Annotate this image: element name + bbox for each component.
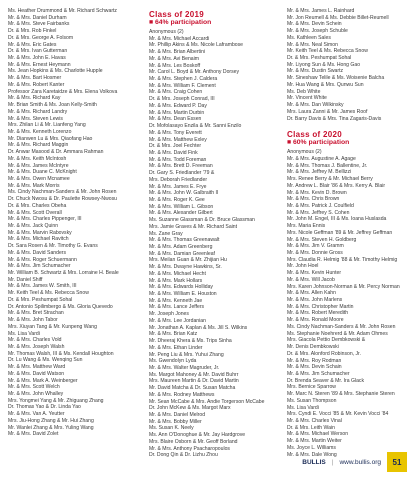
donor-name: Mr. & Mrs. Owen Mcnamee <box>8 175 70 182</box>
donor-name: Mr. & Mrs. Adam Greenberg <box>149 244 213 250</box>
donor-name: Mrs. Renee Berry & Mr. Michael Berry <box>287 176 373 183</box>
donor-name: Mr. & Mrs. Ernest Heymann <box>8 61 71 68</box>
donor-name: Dr. & Mrs. George A. Folsom <box>8 34 74 41</box>
donor-name: Mr. & Mrs. Allen Kahn <box>287 290 336 297</box>
donor-name: Mr. & Mrs. Bobby Miller <box>149 418 202 425</box>
donor-name: Dr. & Mrs. Peshumpat Sohal <box>8 296 73 303</box>
donor-name: Mr. & Mrs. James L. Rainhard <box>287 8 355 14</box>
donor-name: Dr. & Mrs. Joel Fechter <box>149 143 202 150</box>
donor-name: Mr. & Mrs. Lance Jeffers <box>149 304 205 311</box>
donor-name: Mr. & Mrs. Devin Schain <box>287 364 342 371</box>
donor-name: Mr. & Mrs. Eric Gates <box>8 41 57 48</box>
donor-name: Mr. & Mrs. John E. Havas <box>8 55 66 62</box>
donor-name: Mr. & Mrs. Les Boskoff <box>149 62 201 69</box>
website-link[interactable]: www.bullis.org <box>339 458 381 466</box>
donor-name: Mr. & Mrs. Stephen J. Caldera <box>149 76 218 83</box>
separator: | <box>331 458 334 466</box>
donor-name: Anonymous (2) <box>149 29 184 35</box>
donor-name: Mr. & Mrs. Bart Hosmer <box>8 75 62 82</box>
donor-name: Mr. & Mrs. Steven H. Goldberg <box>287 236 357 243</box>
donor-name: Ms. Joyce L. Williams <box>287 444 336 451</box>
donor-name: Mr. David Matcha & Dr. Susan Matcha <box>149 385 236 392</box>
donor-name: Mr. William B. Schwartz & Mrs. Lorraine H. Beale <box>8 270 119 277</box>
donor-name: Ms. Jean Hopkins & Ms. Charlotte Hupple <box>8 68 103 75</box>
donor-name: Mr. & Mrs. Dale Wong <box>287 451 337 458</box>
donor-name: Mr. Peng Liu & Mrs. Yuhui Zhang <box>149 351 224 358</box>
donor-name: Mr. Andrew L. Blair '86 & Mrs. Kerry A. Blair <box>287 182 386 189</box>
donor-name: Mr. Jonathan A. Kaplan & Ms. Jill S. Wilkins <box>149 324 248 331</box>
donor-name: Mr. & Mrs. Christopher Martin <box>287 303 354 310</box>
donor-name: Mr. Thomas Walsh, III & Ms. Kendall Houghton <box>8 350 114 357</box>
donor-name: Mr. & Mrs. Jack Quinn <box>8 223 59 229</box>
donor-name: Mr. Keith Teel & Ms. Rebecca Snow <box>287 48 368 55</box>
donor-name: Dr. & Mrs. Rob Finkel <box>8 28 57 35</box>
donor-name: Ms. Zane Gray <box>149 230 183 237</box>
donor-name: Mr. Marc N. Steren '89 & Mrs. Stephanie Steren <box>287 391 395 398</box>
donor-name: Mr. & Mrs. Van A. Yeutter <box>8 411 65 418</box>
donor-name: Mr. & Mrs. Kenneth Jae <box>149 297 203 304</box>
donor-name: Mr. & Mrs. David Sanders <box>8 249 67 256</box>
donor-name: Ms. Heather Drummond & Mr. Richard Schwartz <box>8 8 117 14</box>
donor-name: Mr. & Mrs. Craig Cohen <box>149 89 203 96</box>
donor-name: Mr. & Mrs. Daniel Melrod <box>149 411 206 418</box>
donor-name: Mr. & Mrs. Keith McIntosh <box>8 155 67 162</box>
donor-name: Mr. Daniel Shiff <box>8 276 43 283</box>
section-title: Class of 2020 <box>287 130 343 140</box>
donor-name: Mr. Joseph Jones <box>149 311 189 318</box>
donor-name: Mr. & Mrs. Dustin Swartz <box>287 68 344 75</box>
donor-name: Dr. Brenda Seaver & Mr. Ira Glack <box>287 377 364 384</box>
donor-name: Mr. & Mrs. Joseph Walsh <box>8 343 65 350</box>
donor-name: Mr. & Mrs. Devin Schein <box>287 21 342 28</box>
donor-name: Mr. & Mrs. Michael Hecht <box>149 270 206 277</box>
donor-name: Mr. & Mrs. William E. Houston <box>149 291 217 298</box>
donor-name: Mr. & Mrs. Steven Lewis <box>8 115 63 122</box>
donor-name: Mr. & Mrs. Will Jacob <box>287 276 335 283</box>
donor-name: Mr. & Mrs. William L. Gibson <box>149 203 214 210</box>
donor-name: Mr. Phillip Akins & Ms. Nicole Laframbose <box>149 42 243 49</box>
donor-name: Mr. & Mrs. Ethan Linder <box>149 344 203 351</box>
class-2020-heading <box>287 130 415 147</box>
donor-name: Mr. & Mrs. Roger K. Gee <box>149 196 205 203</box>
donor-name: Mr. & Mrs. Marvin Rabovsky <box>8 229 72 236</box>
donor-name: Mr. & Mrs. Walter Magruder, Jr. <box>149 364 220 371</box>
donor-name: Ms. Gwendolyn Lyda <box>149 358 197 365</box>
donor-name: Mr. & Mrs. Chris Brown <box>287 196 340 203</box>
donor-name: Mr. Sean McCabe & Mrs. Andie Torgerson McCabe <box>149 398 265 405</box>
donor-name: Dr. Anwar Masood & Dr. Ammara Rahman <box>8 149 104 156</box>
donor-name: Mr. & Mrs. Alexander Gilbert <box>149 210 213 217</box>
donor-name: Mr. & Mrs. Ronald Moore <box>287 317 344 324</box>
donor-name: Mr. & Mrs. Kenneth Lorenzo <box>8 128 72 135</box>
section-title: Class of 2019 <box>149 10 205 19</box>
donor-name: Dr. John McKew & Ms. Margot Marx <box>149 405 231 412</box>
donor-name: Mr. & Mrs. Michael Werson <box>287 431 349 438</box>
donor-name: Mr. & Mrs. Charles Pippenger, III <box>8 216 82 223</box>
donor-name: Mr. & Mrs. Mark A. Weinberger <box>8 377 78 384</box>
donor-name: Mr. & Mrs. Matthew Ward <box>8 364 66 371</box>
donor-name: Ms. Cindy Nachman-Sanders & Mr. John Rosen <box>8 189 117 196</box>
donor-name: Dr. Dong Qin & Dr. Lizhu Zhou <box>149 452 218 459</box>
donor-name: Mr. & Mrs. Damian Greenleaf <box>149 250 215 257</box>
donor-name: Mr. & Mrs. Matthew Exley <box>149 136 207 143</box>
donor-name: Ms. Susan Thompson <box>287 397 337 404</box>
class-2019-list <box>149 29 277 459</box>
donor-name: Mrs. Cyndi E. Vocci '85 & Mr. Kevin Vocci '84 <box>287 411 389 418</box>
donor-name: Mrs. Xiuyan Tang & Mr. Kunpeng Wang <box>8 323 97 330</box>
donor-name: Mr. & Mrs. David Zolet <box>8 431 59 438</box>
donor-name: Mrs. Maureen Martin & Dr. David Martin <box>149 378 239 385</box>
donor-name: Mr. & Mrs. Robert Meredith <box>287 310 349 317</box>
donor-name: Mr. & Mrs. John W. Galbraith II <box>149 190 219 197</box>
donor-name: Dr. Gary S. Friedlander '79 & <box>149 170 215 177</box>
donor-name: Mrs. Bernice Sparrow <box>287 384 336 391</box>
donor-name: Mr. & Mrs. Steve Fairbanks <box>8 21 70 28</box>
donor-name: Mr. & Mrs. Mark Morris <box>8 182 60 189</box>
donor-name: Dr. Mofolasayo Enzila & Mr. Sanni Enzilo <box>149 123 242 130</box>
donor-name: Mr. & Mrs. Dan Wilkinsky <box>287 102 344 109</box>
brand-name: BULLIS <box>302 458 326 466</box>
donor-name: Ms. Margot Mahoney & Mr. David Buhrr <box>149 371 239 378</box>
donor-name: Mr. & Mrs. Mark Hollars <box>149 277 203 284</box>
donor-name: Mr. & Mrs. Augustine A. Agage <box>287 155 356 162</box>
donor-name: Mr. & Mrs. Daniel Durham <box>8 14 67 21</box>
donor-name: Mr. Hua Wang & Mrs. Qunwu Sun <box>287 81 364 88</box>
donor-name: Ms. Susan K. Neely <box>149 425 194 432</box>
donor-name: Mr. Keith Teel & Ms. Rebecca Snow <box>8 290 89 297</box>
donor-name: Ms. Lisa Vardi <box>8 330 40 337</box>
donor-name: Ms. Deb White <box>287 88 321 95</box>
donor-name: Mr. & Mrs. Thomas J. Ballentine, Jr. <box>287 162 368 169</box>
donor-name: Mr. Vincent White <box>287 95 327 102</box>
donor-name: Dr. Chuck Nwosu & Dr. Paulette Rowsey-Nwosu <box>8 196 117 203</box>
class-2019-list-continued <box>287 8 415 122</box>
donor-name: Mr. & Mrs. Scott Welch <box>8 384 60 391</box>
donor-name: Mr. & Mrs. James McIntyre <box>8 162 69 169</box>
donor-name: Anonymous (2) <box>287 149 322 156</box>
donor-name: Mr. & Mrs. Kevin Hunter <box>287 270 342 277</box>
donor-name: Mr. Dianwen Lu & Mrs. Qiaofang Hao <box>8 135 93 142</box>
donor-name: Mr. & Mrs. Jim Schumacher <box>287 370 350 377</box>
donor-name: Mr. & Mrs. Brian Katz <box>149 331 198 338</box>
donor-name: Mrs. Claudia R. Helmig '88 & Mr. Timothy Helmig <box>287 256 398 263</box>
donor-name: Dr. Antonio Spilimbergo & Ms. Gloria Quevedo <box>8 303 113 310</box>
donor-name: Mr. & Mrs. Roy Rodman <box>287 357 342 364</box>
donor-name: Mr. & Mrs. James W. Smith, III <box>8 283 77 290</box>
class-2019-heading <box>149 10 277 27</box>
donor-name: Mr. & Mrs. Richard Landry <box>8 108 68 115</box>
donor-name: Mr. & Mrs. Michael Accardi <box>149 35 210 42</box>
class-2020-list <box>287 149 415 458</box>
donor-name: Mr. & Mrs. Tony Everett <box>149 129 202 136</box>
donor-name: Mr. & Mrs. Kevin D. Brown <box>287 189 347 196</box>
donor-name: Mr. & Mrs. Bret Strachan <box>8 310 64 317</box>
donor-name: Mrs. Jamie Graves & Mr. Richard Saint <box>149 223 238 230</box>
donor-name: Ms. Stephanie Noehrerd & Mr. Adam Ohmes <box>287 330 388 337</box>
donor-name: Mr. & Mrs. Scott Overall <box>8 209 62 216</box>
donor-name: Mrs. Maria Ennis <box>287 223 326 230</box>
donor-name: Dr. Barry Davis & Mrs. Tina Zagaris-Davis <box>287 115 382 122</box>
donor-name: Mr. & Mrs. Thomas Greenawalt <box>149 237 220 244</box>
donor-name: Dr. & Mrs. Leith Wain <box>287 424 335 431</box>
donor-name: Mr. Sineshaw Telile & Ms. Woisenie Balcha <box>287 75 385 82</box>
donor-name: Mrs. Yongmei Yang & Mr. Zhiguang Zhang <box>8 397 104 404</box>
page-footer <box>302 452 407 472</box>
donor-name: Mr. & Mrs. Anthony Psacharopoulos <box>149 445 230 452</box>
donor-name: Mr. & Mrs. Joseph Schuble <box>287 28 348 35</box>
donor-name: Mr. & Mrs. James E. Frye <box>149 183 207 190</box>
donor-name: Mr. Wanlei Zhang & Mrs. Yuling Wang <box>8 424 94 431</box>
donor-name: Mr. & Mrs. Neal Simon <box>287 41 338 48</box>
donor-name: Mr. & Mrs. Dean Essen <box>149 116 202 123</box>
donor-name: Mr. & Mrs. Donnie Gross <box>287 250 343 256</box>
donor-name: Mr. & Mrs. Richard Kay <box>8 95 61 102</box>
donor-name: Mrs. Laura Zanni & Mr. James Roof <box>287 108 368 115</box>
donor-name: Mr. & Mrs. Charles Vold <box>8 337 62 344</box>
participation-label: ■ 64% participation <box>149 19 212 26</box>
donor-name: Mrs. Giacola Pettio Dembkowski & <box>287 337 366 344</box>
donor-name: Mr. & Mrs. John Whalley <box>8 390 64 397</box>
donor-name: Dr. & Mrs. Peshumpat Sohal <box>287 55 352 62</box>
donor-name: Mrs. Zhilan Li & Mr. Lianfeng Yang <box>8 122 86 129</box>
donor-name: Dr. & Mrs. Ivan Gutterman <box>8 48 68 55</box>
donor-name: Mr. & Mrs. Brian Albertini <box>149 49 206 56</box>
page-number: 51 <box>387 452 407 472</box>
donor-name: Mr. & Mrs. Avi Benaim <box>149 55 200 62</box>
donor-name: Mrs. Karen Johnson-Norman & Mr. Percy Norman <box>287 283 400 290</box>
donor-name: Mr. Liyong Sun & Ms. Hong Gao <box>287 61 361 68</box>
donor-name: Dr. & Mrs. Joseph Conrad, III <box>149 96 215 103</box>
donor-name: Mr. Brian Smith & Ms. Joan Kelly-Smith <box>8 102 97 109</box>
donor-name: Ms. Ann O'Donoghue & Mr. Jay Hardgrove <box>149 432 246 439</box>
donor-name: Mr. & Mrs. John Tabor <box>8 317 58 324</box>
donor-name: Mr. & Mrs. Martin Weiter <box>287 438 342 445</box>
donor-name: Mrs. Deborah Friedlander <box>149 176 208 183</box>
donor-name: Mr. & Mrs. Todd Foreman <box>149 156 207 163</box>
donor-name: Mr. & Mrs. Jeffrey S. Cohen <box>287 209 350 216</box>
donor-name: Mr. & Mrs. Jeffrey M. Bellizzi <box>287 169 352 176</box>
participation-label: ■ 60% participation <box>287 139 350 147</box>
donor-name: Ms. Cindy Nachman-Sanders & Mr. John Rosen <box>287 323 396 330</box>
donor-name: Ms. Kathleen Sales <box>287 34 331 41</box>
donor-name: Mr. & Mrs. Charles Vinal <box>287 417 342 424</box>
donor-name: Mr. Jon Reumell & Ms. Debbie Billet-Reumell <box>287 14 389 21</box>
donor-name: Dr. Thomas Yao & Dr. Linda Yao <box>8 404 81 411</box>
donor-column-2 <box>149 8 277 459</box>
donor-name: Mr. Carol L. Boyd & Mr. Anthony Dorsey <box>149 69 240 76</box>
donor-name: Dr. & Mrs. Charles Obeha <box>8 202 67 209</box>
donor-name: Ms. Lisa Vardi <box>287 404 319 411</box>
donor-column-3 <box>287 8 415 458</box>
donor-name: Mr. John M. Engel, III & Ms. Ioana Huslasda <box>287 216 387 223</box>
donor-name: Mr. & Mrs. Edwards Holliday <box>149 284 213 291</box>
donor-name: Ms. Suzanne Glassman & Dr. Bruce Glassman <box>149 217 255 224</box>
donor-name: Mr. & Mrs. Patrick J. Coulfield <box>287 202 354 209</box>
donor-name: Mr. & Mrs. David Watson <box>8 370 65 377</box>
donor-name: Mrs. Jiu-Hong Zhang & Mr. Hui Zhang <box>8 417 94 424</box>
donor-name: Mr. & Mrs. Roger Schuermann <box>8 256 77 263</box>
donor-name: Mr. & Mrs. Edward P. Day <box>149 102 207 109</box>
donor-name: Mr. & Mrs. William F. Clement <box>149 82 216 89</box>
donor-name: Mr. & Mrs. John Marlens <box>287 297 343 304</box>
donor-name: Mr. John Hoel <box>287 263 319 270</box>
donor-name: Dr. & Mrs. Alonford Robinson, Jr. <box>287 350 361 357</box>
donor-name: Mr. & Mrs. Rodney Matthews <box>149 391 215 398</box>
donor-name: Mr. & Mrs. Richard Maggin <box>8 142 69 149</box>
donor-name: Mr. & Mrs. Lee Jordanian <box>149 317 206 324</box>
donor-name: Mr. & Mrs. Brett D. Freeman <box>149 163 213 170</box>
donor-name: Mr. & Mrs. Dwayne Hawkins, Sr. <box>149 264 222 271</box>
donor-name: Dr. Lu Wang & Ms. Wenqing Sun <box>8 357 83 364</box>
donor-name: Mr. & Mrs. Duane C. McKnight <box>8 169 77 176</box>
donor-name: Mr. Denis Dembkowski <box>287 344 339 351</box>
donor-name: Mr. & Mrs. Jim Schumacher <box>8 263 71 270</box>
donor-name: Mr. & Mrs. Martin Durbin <box>149 109 205 116</box>
donor-name: Mr. & Mrs. Michael Ravitch <box>8 236 69 243</box>
donor-name: Mrs. Nicole Geffman '89 & Mr. Jeffrey Geffman <box>287 229 393 236</box>
donor-name: Mrs. Meilan Guan & Mr. Zhijian Hu <box>149 257 227 264</box>
donor-name: Mr. & Mrs. Jim V. Gramm <box>287 243 344 250</box>
donor-name: Mr. & Mrs. David Fink <box>149 149 198 156</box>
donor-column-1 <box>8 8 136 438</box>
donor-name: Professor Zara Karetaidze & Mrs. Elena Volkova <box>8 88 118 95</box>
donor-name: Mrs. Blaire Osborn & Mr. Geoff Borland <box>149 438 238 445</box>
donor-name: Mr. Dheeraj Khera & Ms. Trips Sinha <box>149 338 232 345</box>
donor-name: Mr. & Mrs. Robert Kanter <box>8 81 65 88</box>
donor-name: Dr. Sara Rosen & Mr. Timothy G. Evans <box>8 243 98 250</box>
